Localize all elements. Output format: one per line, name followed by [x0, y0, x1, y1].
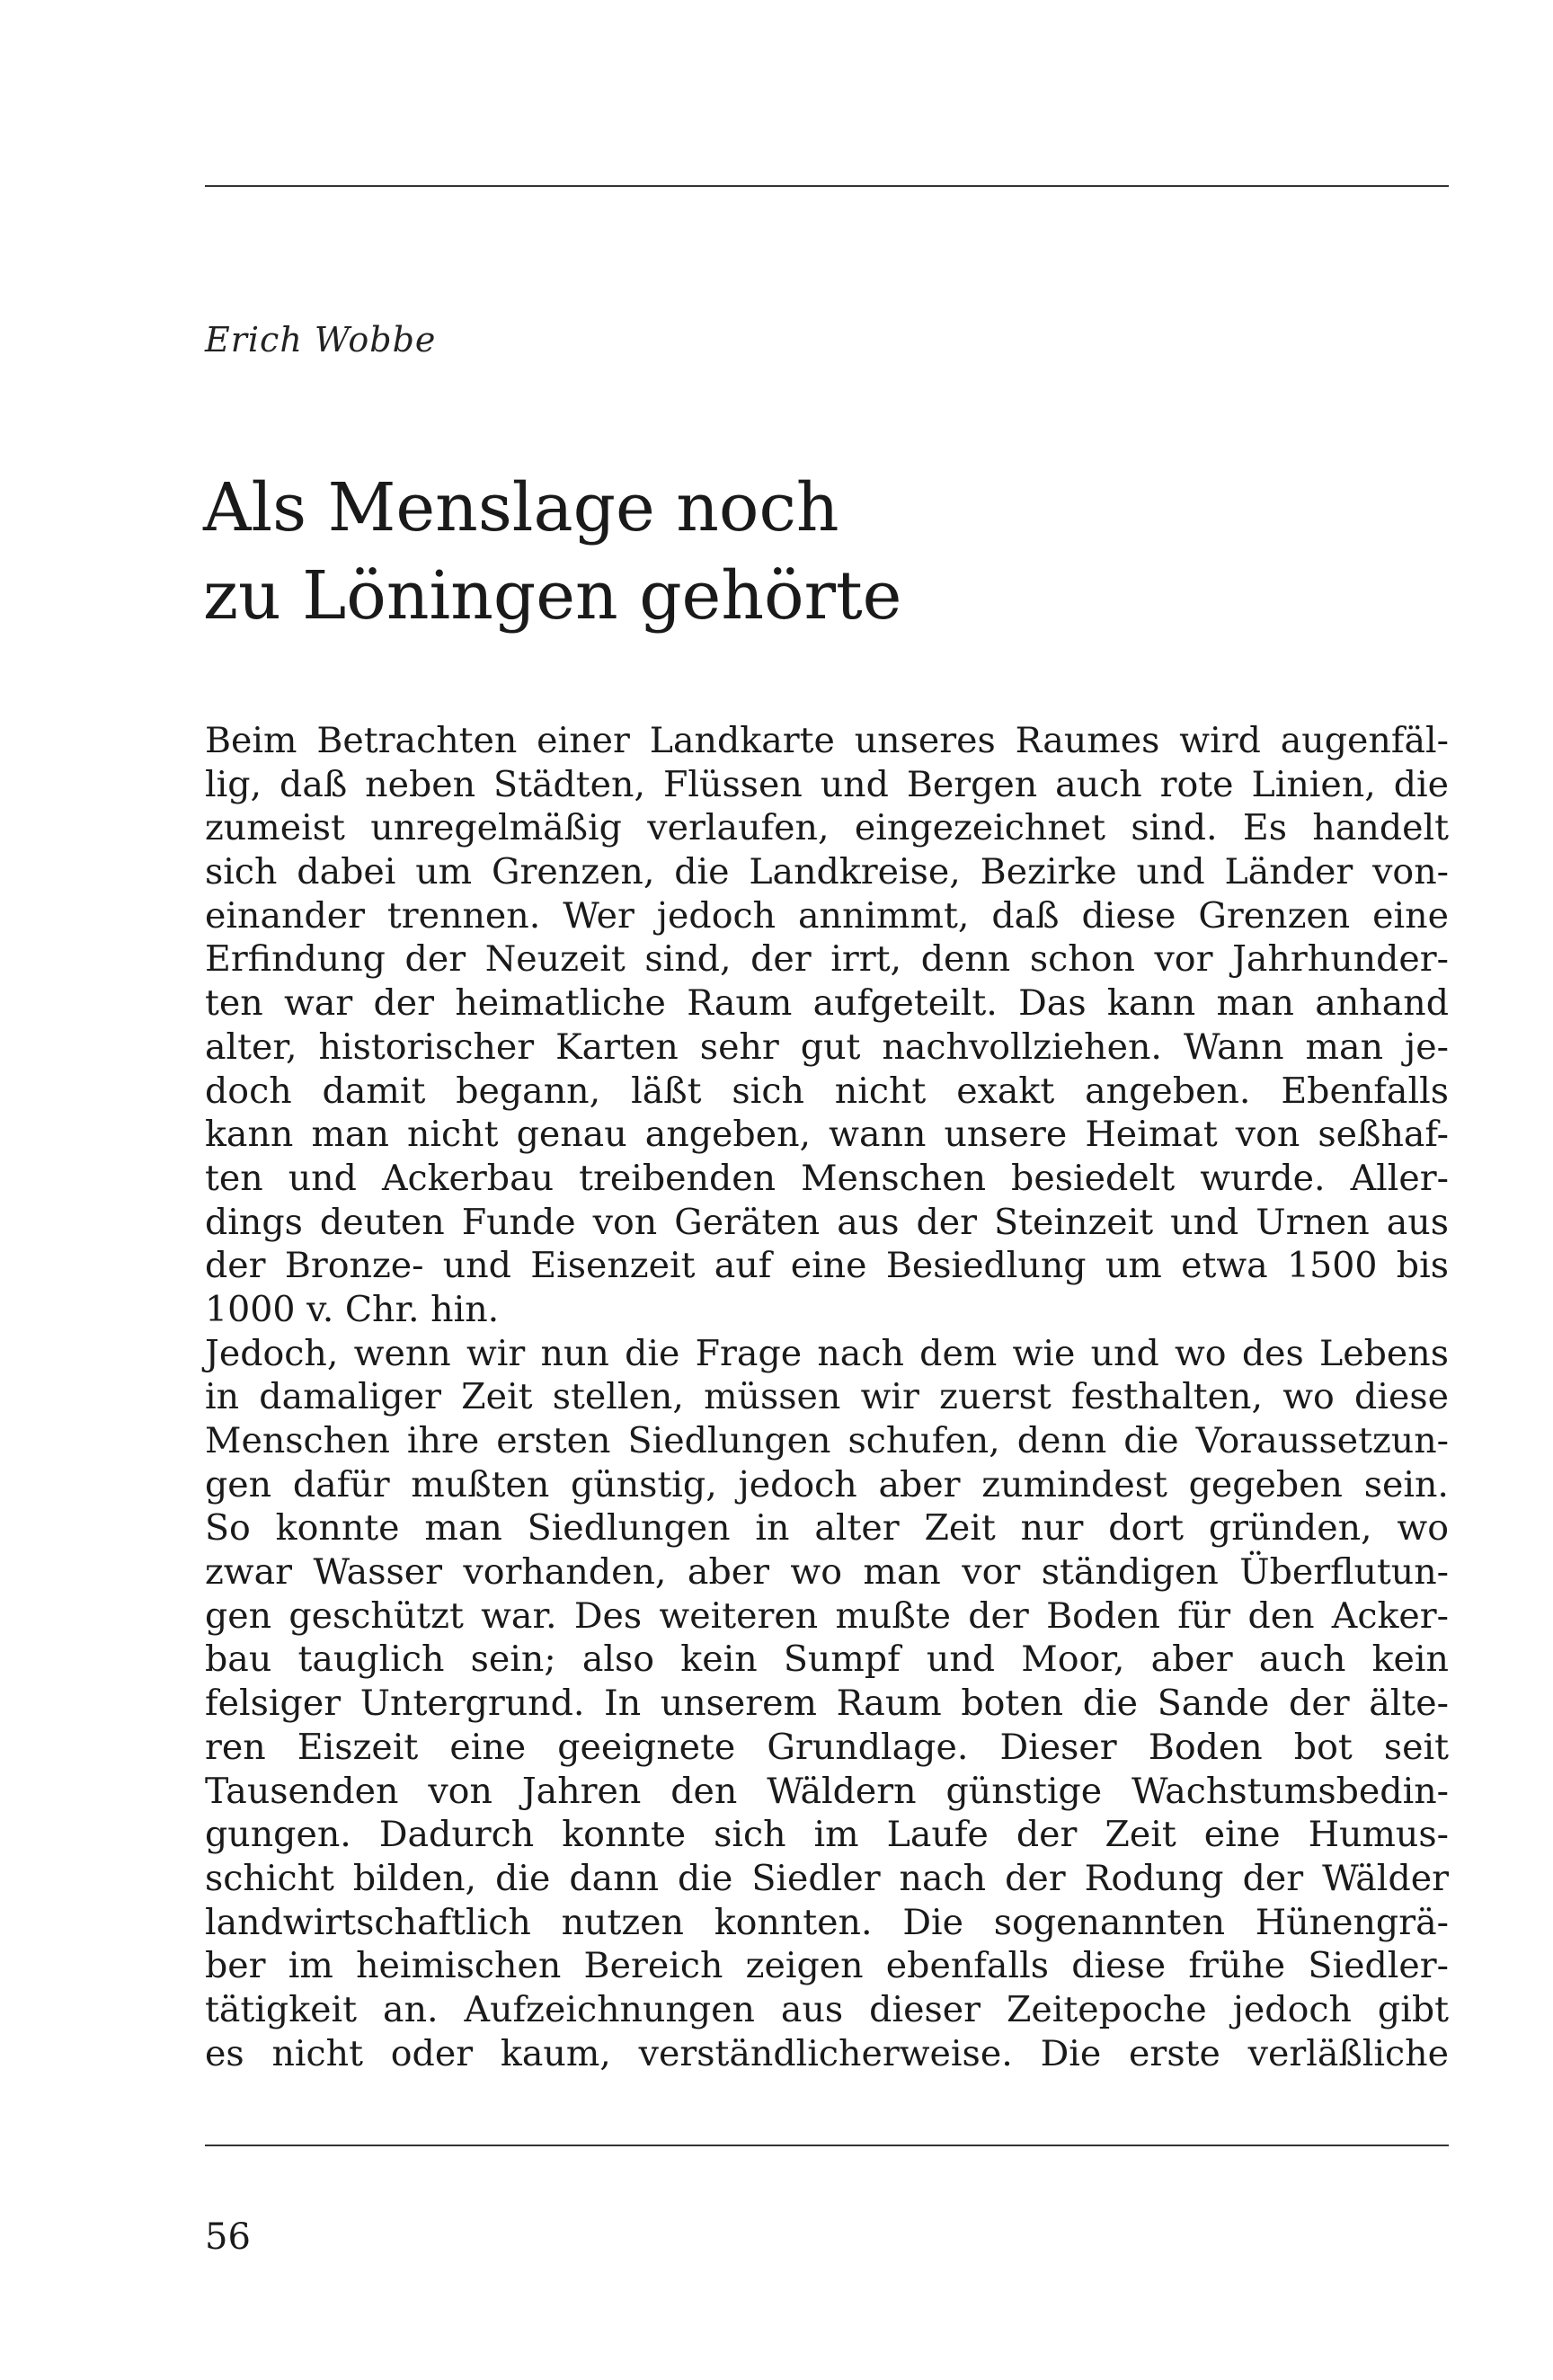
text-line: doch damit begann, läßt sich nicht exakt angeben. Ebenfalls: [205, 1070, 1449, 1112]
text-line: schicht bilden, die dann die Siedler nach der Rodung der Wälder: [205, 1857, 1449, 1899]
text-line: So konnte man Siedlungen in alter Zeit nur dort gründen, wo: [205, 1507, 1449, 1550]
text-line: alter, historischer Karten sehr gut nachvollziehen. Wann man je-: [205, 1026, 1449, 1068]
text-line: es nicht oder kaum, verständlicherweise. Die erste verläßliche: [205, 2032, 1449, 2074]
text-line: gungen. Dadurch konnte sich im Laufe der Zeit eine Humus-: [205, 1814, 1449, 1856]
text-line: ten und Ackerbau treibenden Menschen besiedelt wurde. Aller-: [205, 1157, 1449, 1199]
author-name: Erich Wobbe: [205, 320, 437, 360]
text-line: ten war der heimatliche Raum aufgeteilt. Das kann man anhand: [205, 982, 1449, 1025]
text-line: gen dafür mußten günstig, jedoch aber zumindest gegeben sein.: [205, 1463, 1449, 1505]
text-line: felsiger Untergrund. In unserem Raum boten die Sande der älte-: [205, 1683, 1449, 1725]
text-line: Tausenden von Jahren den Wäldern günstige Wachstumsbedin-: [205, 1770, 1449, 1812]
text-line: in damaliger Zeit stellen, müssen wir zuerst festhalten, wo diese: [205, 1376, 1449, 1418]
text-line: der Bronze- und Eisenzeit auf eine Besiedlung um etwa 1500 bis: [205, 1245, 1449, 1287]
text-line: gen geschützt war. Des weiteren mußte der Boden für den Acker-: [205, 1594, 1449, 1637]
text-line: zwar Wasser vorhanden, aber wo man vor ständigen Überflutun-: [205, 1551, 1449, 1594]
text-line: kann man nicht genau angeben, wann unsere Heimat von seßhaf-: [205, 1114, 1449, 1156]
text-line: Menschen ihre ersten Siedlungen schufen, denn die Voraussetzun-: [205, 1420, 1449, 1461]
text-line: ber im heimischen Bereich zeigen ebenfalls diese frühe Siedler-: [205, 1945, 1449, 1987]
text-line: Erfindung der Neuzeit sind, der irrt, denn schon vor Jahrhunder-: [205, 938, 1449, 981]
text-line: Beim Betrachten einer Landkarte unseres Raumes wird augenfäl-: [205, 720, 1449, 761]
text-line: lig, daß neben Städten, Flüssen und Bergen auch rote Linien, die: [205, 763, 1449, 805]
body-text: [205, 719, 1449, 2075]
text-line: sich dabei um Grenzen, die Landkreise, Bezirke und Länder von-: [205, 851, 1449, 893]
bottom-rule: [205, 2145, 1449, 2146]
text-line: dings deuten Funde von Geräten aus der Steinzeit und Urnen aus: [205, 1201, 1449, 1243]
text-line: ren Eiszeit eine geeignete Grundlage. Dieser Boden bot seit: [205, 1726, 1449, 1768]
title-line: Als Menslage noch: [203, 469, 839, 546]
text-line: Jedoch, wenn wir nun die Frage nach dem wie und wo des Lebens: [205, 1332, 1449, 1374]
text-line: 1000 v. Chr. hin.: [205, 1288, 500, 1330]
text-line: bau tauglich sein; also kein Sumpf und Moor, aber auch kein: [205, 1638, 1449, 1681]
text-line: einander trennen. Wer jedoch annimmt, daß diese Grenzen eine: [205, 894, 1449, 937]
text-line: zumeist unregelmäßig verlaufen, eingezeichnet sind. Es handelt: [205, 807, 1449, 849]
title-line: zu Löningen gehörte: [203, 557, 902, 635]
page-number: 56: [205, 2216, 251, 2258]
text-line: tätigkeit an. Aufzeichnungen aus dieser Zeitepoche jedoch gibt: [205, 1988, 1449, 2030]
text-line: landwirtschaftlich nutzen konnten. Die sogenannten Hünengrä-: [205, 1901, 1449, 1943]
top-rule: [205, 185, 1449, 187]
article-title: [203, 464, 901, 640]
